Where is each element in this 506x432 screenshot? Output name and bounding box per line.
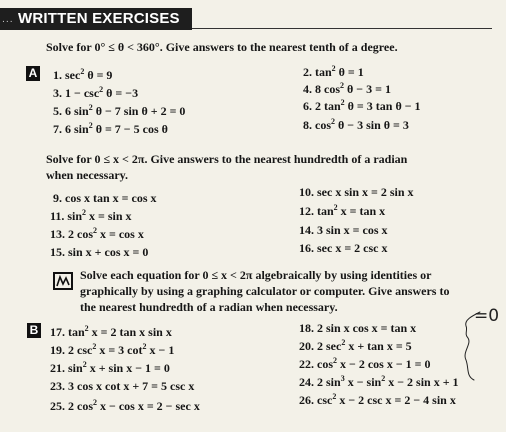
exercise-16: 16. sec x = 2 csc x: [299, 241, 388, 255]
instruction-graphing-line3: the nearest hundredth of a radian when necessary.: [80, 300, 338, 314]
exercise-14: 14. 3 sin x = cos x: [299, 223, 388, 237]
instruction-degrees: Solve for 0° ≤ θ < 360°. Give answers to the nearest tenth of a degree.: [46, 40, 398, 54]
graphing-calculator-icon: [53, 272, 73, 290]
annotation-text: =0: [474, 306, 500, 326]
header-dots: ...: [2, 15, 14, 25]
exercise-8: 8. $\cos^2 \theta - 3$ sin θ = 3: [303, 117, 409, 132]
exercise-15: 15. sin x + cos x = 0: [50, 245, 149, 259]
level-marker-b: B: [27, 323, 41, 338]
exercise-23: 23. 3 cos x cot x + 7 = 5 csc x: [50, 379, 195, 393]
exercise-5: 5. 6 $\sin^2 \theta - 7$ sin θ + 2 = 0: [53, 103, 186, 118]
exercise-19: 19. 2 $\csc^2 x = 3$ $\cot^2 x - 1$: [50, 342, 175, 357]
exercise-11: 11. $\sin^2 x = \sin x$: [50, 208, 132, 223]
exercise-18: 18. 2 sin x cos x = tan x: [299, 321, 417, 335]
exercise-12: 12. $\tan^2 x = \tan x$: [299, 203, 386, 218]
handwritten-annotation: [460, 304, 502, 389]
exercise-25: 25. 2 $\cos^2 x - \cos x = 2 - \sec x$: [50, 398, 200, 413]
exercise-9: 9. cos x tan x = cos x: [53, 191, 157, 205]
instruction-radians-line2: when necessary.: [46, 168, 128, 182]
exercise-21: 21. $\sin^2 x + \sin x - 1 = 0$: [50, 360, 170, 375]
exercise-4: 4. 8 $\cos^2 \theta - 3 = 1$: [303, 81, 391, 96]
exercise-22: 22. $\cos^2 x - 2$ cos x − 1 = 0: [299, 356, 431, 371]
exercise-17: 17. $\tan^2 x = 2$ tan x sin x: [50, 324, 172, 339]
exercise-1: 1. $\sec^2 \theta = 9$: [53, 67, 113, 82]
level-marker-a: A: [26, 66, 40, 81]
exercise-13: 13. 2 $\cos^2 x = \cos x$: [50, 226, 144, 241]
instruction-graphing-line2: graphically by using a graphing calculator or computer. Give answers to: [80, 284, 450, 298]
exercise-26: 26. $\csc^2 x - 2$ csc x = 2 − 4 sin x: [299, 392, 456, 407]
exercise-2: 2. $\tan^2 \theta = 1$: [303, 64, 364, 79]
header-rule: [192, 28, 492, 29]
section-header: [0, 8, 192, 30]
exercise-10: 10. sec x sin x = 2 sin x: [299, 185, 414, 199]
exercise-20: 20. 2 $\sec^2 x + \tan x = 5$: [299, 338, 412, 353]
instruction-graphing-line1: Solve each equation for 0 ≤ x < 2π algebraically by using identities or: [80, 268, 432, 282]
exercise-3: 3. $1 - \csc^2 \theta = -3$: [53, 85, 139, 100]
section-title: WRITTEN EXERCISES: [18, 10, 180, 27]
exercise-7: 7. 6 $\sin^2 \theta = 7 - 5$ cos θ: [53, 121, 168, 136]
instruction-radians-line1: Solve for 0 ≤ x < 2π. Give answers to the nearest hundredth of a radian: [46, 152, 408, 166]
exercise-24: 24. 2 $\sin^3 x - \sin^2 x - 2$ sin x + 1: [299, 374, 459, 389]
exercise-6: 6. 2 $\tan^2 \theta = 3$ tan θ − 1: [303, 98, 421, 113]
